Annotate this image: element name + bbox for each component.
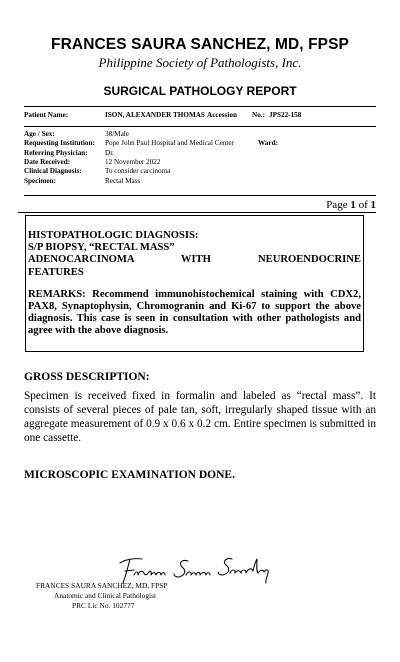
clinical-diagnosis-row [0, 167, 400, 176]
patient-name-row [0, 111, 400, 123]
date-received-label: Date Received: [24, 157, 71, 166]
info-divider [24, 126, 376, 127]
specimen-row [0, 177, 400, 186]
institution-value: Pope John Paul Hospital and Medical Center [105, 139, 234, 148]
report-title: SURGICAL PATHOLOGY REPORT [103, 84, 297, 98]
pathologist-name-header: FRANCES SAURA SANCHEZ, MD, FPSP [51, 36, 349, 53]
signatory-license: PRC Lic No. 102777 [72, 601, 135, 610]
page-current: 1 [350, 199, 356, 211]
ward-label: Ward: [258, 139, 278, 148]
page-of: of [358, 199, 368, 211]
diagnosis-line-2: ADENOCARCINOMA WITH NEUROENDOCRINE [28, 254, 361, 266]
gross-description-heading: GROSS DESCRIPTION: [24, 371, 150, 383]
page-prefix: Page [326, 199, 348, 211]
society-subtitle: Philippine Society of Pathologists, Inc. [98, 55, 302, 70]
physician-row [0, 149, 400, 158]
diagnosis-content [28, 230, 361, 338]
page-indicator [326, 199, 376, 211]
age-sex-label: Age / Sex: [24, 130, 55, 138]
physician-label: Referring Physician: [24, 148, 88, 157]
remarks-text: REMARKS: Recommend immunohistochemical staining with CDX2, PAX8, Synaptophysin, Chromogranin and Ki-67 to support the above diagnosis. This case is seen in consultation with other pathologists and agree with the above diagnosis. [28, 288, 361, 337]
patient-details [0, 130, 400, 194]
diagnosis-heading: HISTOPATHOLOGIC DIAGNOSIS: [28, 230, 199, 241]
diagnosis-line-3: FEATURES [28, 266, 84, 278]
header-divider [24, 106, 376, 107]
clinical-diagnosis-label: Clinical Diagnosis: [24, 167, 82, 176]
accession-number: JPS22-158 [269, 111, 302, 119]
age-sex-value: 38/Male [105, 130, 129, 138]
institution-row [0, 139, 400, 148]
accession-no-label: No.: [252, 111, 265, 119]
gross-description-text: Specimen is received fixed in formalin and labeled as “rectal mass”. It consists of several pieces of pale tan, soft, irregularly shaped tissue with an aggregate measurement of 0.9 x 0.6 x 0.2 cm. Entire specimen is submitted in one cassette. [24, 390, 376, 444]
specimen-label: Specimen: [24, 176, 56, 185]
microscopic-heading: MICROSCOPIC EXAMINATION DONE. [24, 469, 235, 481]
institution-label: Requesting Institution: [24, 139, 95, 148]
accession-label: Accession [207, 111, 237, 119]
diagnosis-line-1: S/P BIOPSY, “RECTAL MASS” [28, 242, 175, 254]
patient-name-value: ISON, ALEXANDER THOMAS [105, 111, 205, 119]
age-sex-row [0, 130, 400, 139]
diagnosis-box [25, 215, 364, 352]
signatory-name: FRANCES SAURA SANCHEZ, MD, FPSP [36, 581, 168, 590]
signatory-role: Anatomic and Clinical Pathologist [54, 591, 157, 600]
details-divider [24, 195, 376, 196]
patient-name-label: Patient Name: [24, 111, 69, 119]
specimen-value: Rectal Mass [105, 176, 141, 185]
date-received-value: 12 November 2022 [105, 157, 161, 166]
diagnosis-top-rule [18, 212, 376, 213]
page-total: 1 [370, 199, 376, 211]
date-received-row [0, 158, 400, 167]
physician-value: Dr. [105, 148, 114, 157]
clinical-diagnosis-value: To consider carcinoma [105, 167, 171, 176]
